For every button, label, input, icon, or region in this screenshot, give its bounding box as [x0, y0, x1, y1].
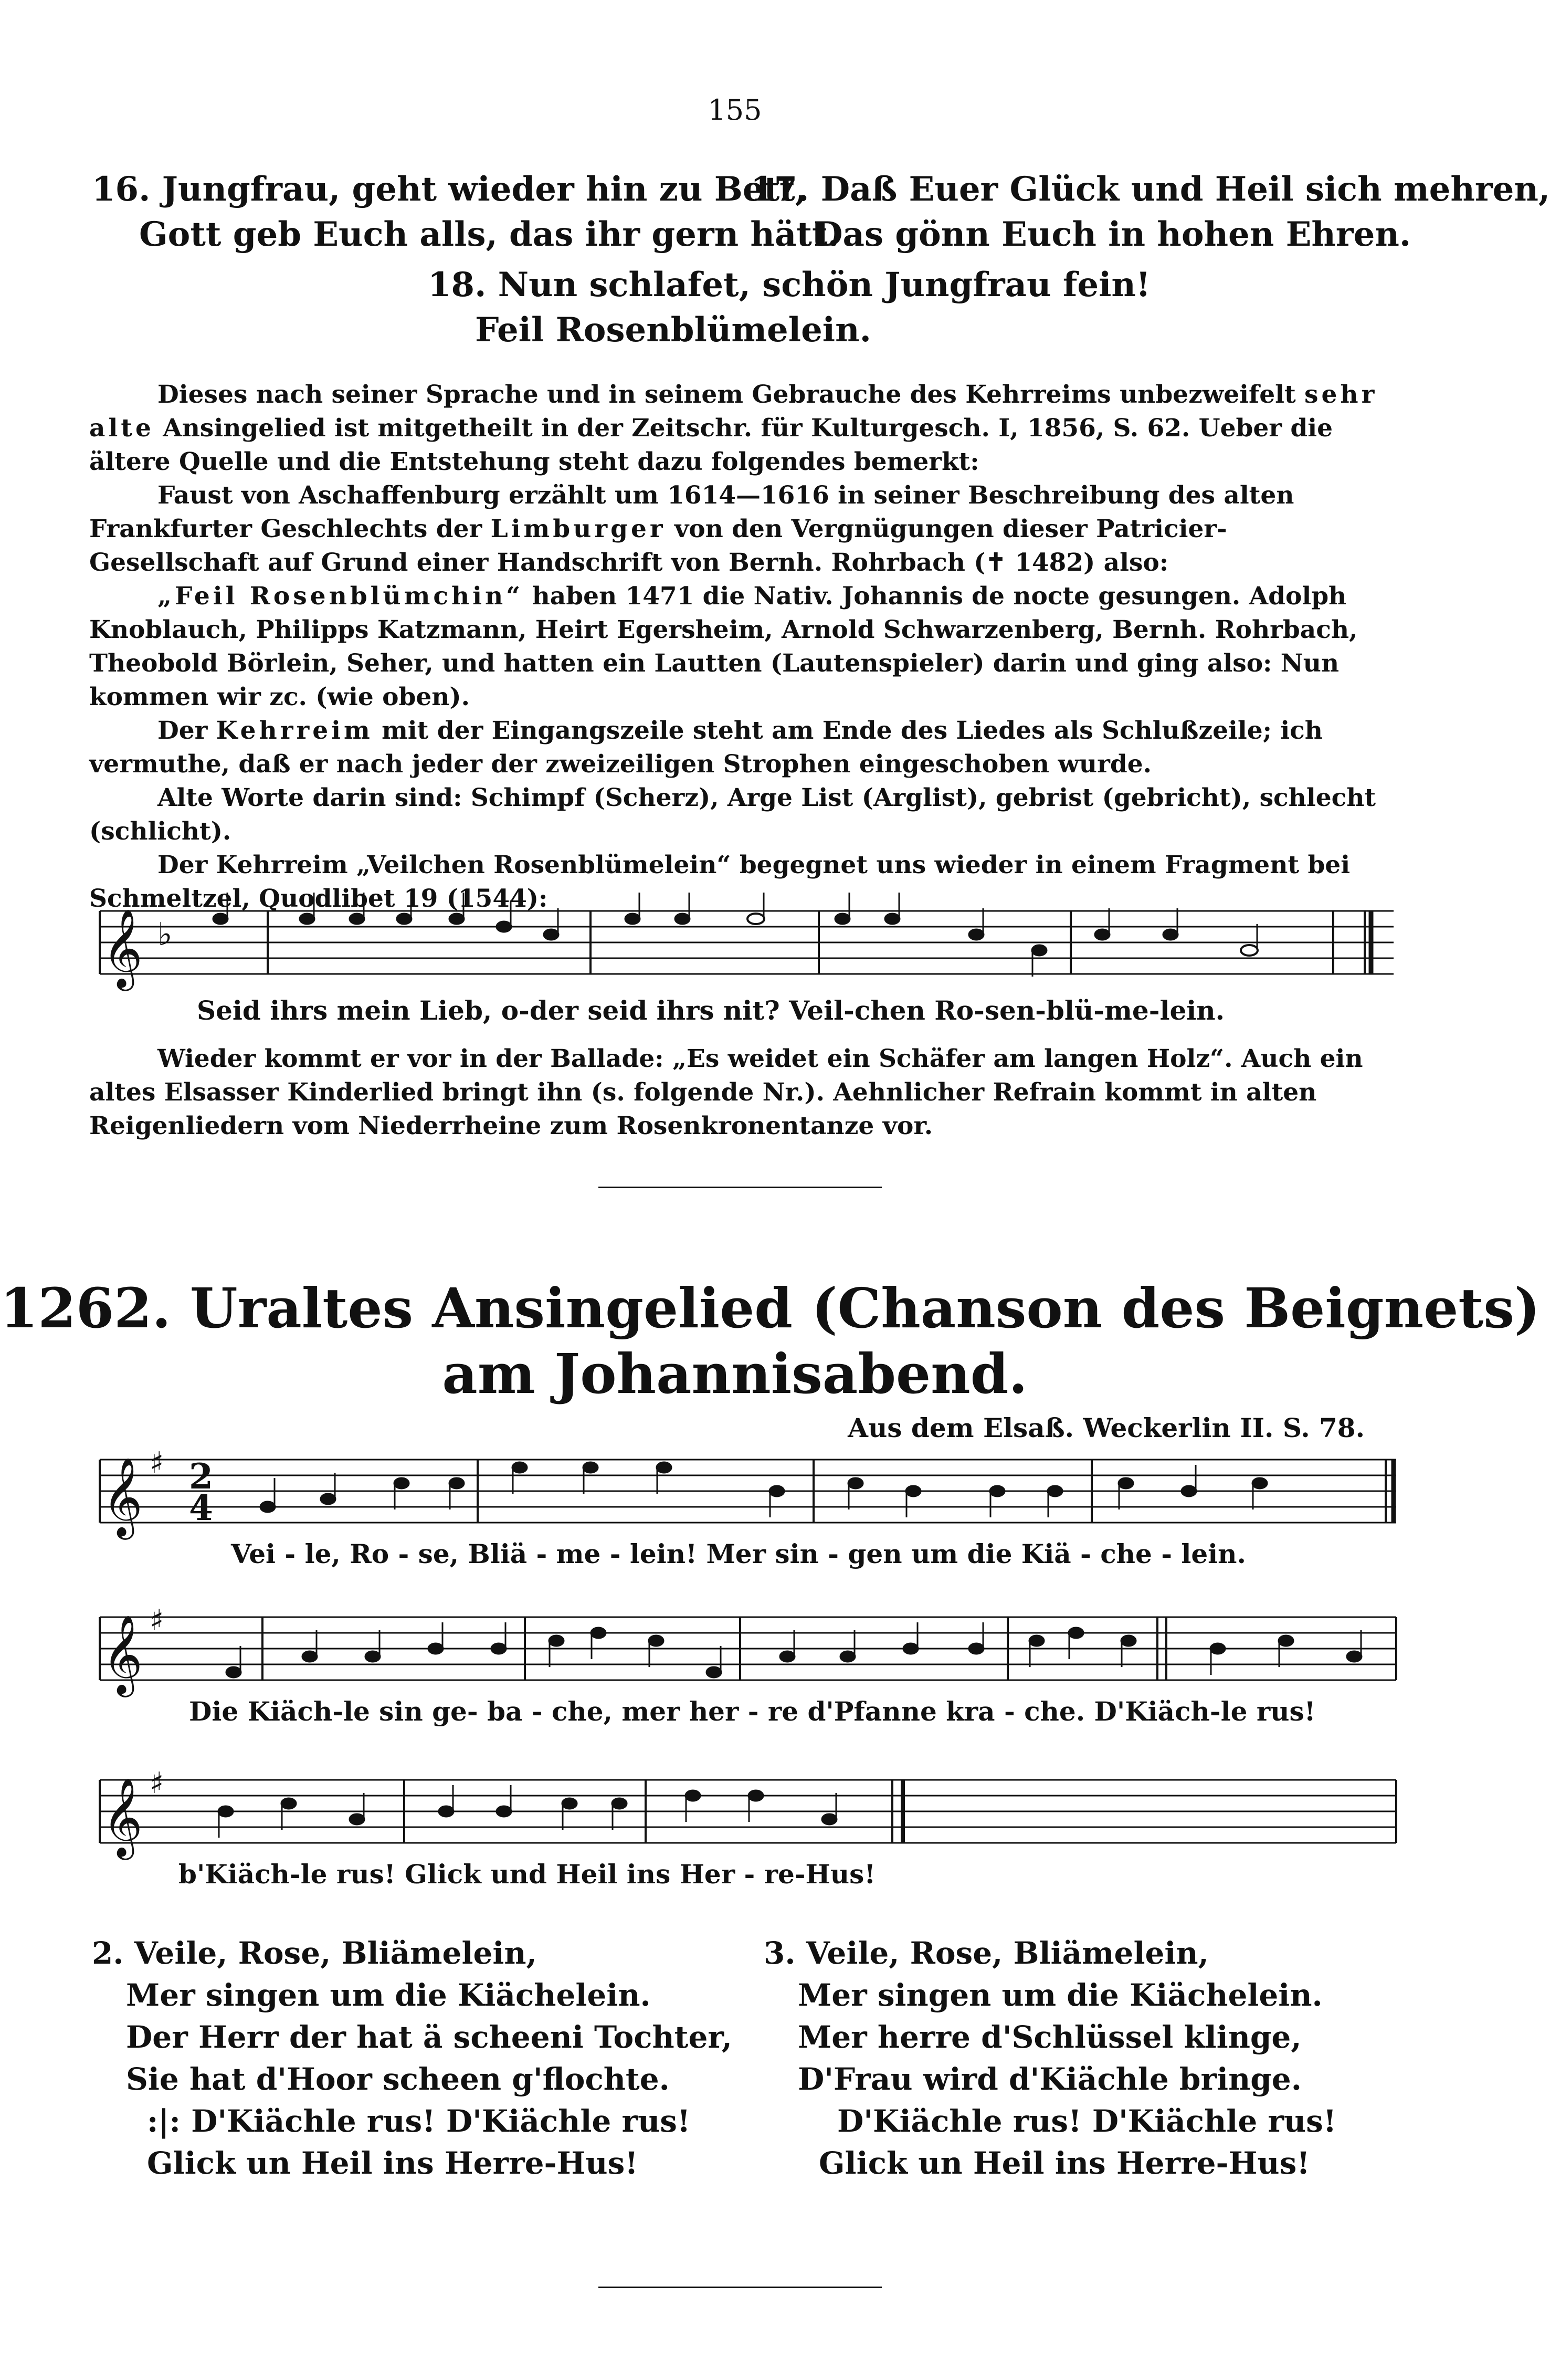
after-music-paragraph: Wieder kommt er vor in der Ballade: „Es weidet ein Schäfer am langen Holz“. Auch ein altes Elsasser Kinderlied bringt ihn (s. folgende Nr.). Aehnlicher Refrain kommt in alten Reigenliedern vom Niederrheine zum Rosenkronentanze vor.: [89, 1044, 1363, 1140]
notes: [226, 1622, 1362, 1677]
stanza-3: [764, 1932, 1336, 2184]
song-staff-2: [100, 1603, 1396, 1697]
sharp-sign-icon: ♯: [150, 1766, 164, 1800]
commentary-paragraph-2: Faust von Aschaffenburg erzählt um 1614—1616 in seiner Beschreibung des alten Frankfurter Geschlechts der Limburger von den Vergnügungen dieser Patricier-Gesellschaft auf Grund einer Handschrift von Bernh. Rohrbach (✝ 1482) also:: [89, 481, 1294, 577]
treble-clef-icon: 𝄞: [102, 1614, 143, 1694]
commentary-paragraph-4: Der Kehrreim mit der Eingangszeile steht am Ende des Liedes als Schlußzeile; ich vermuthe, daß er nach jeder der zweizeiligen Strophen eingeschoben wurde.: [89, 716, 1323, 779]
verse-16-line-1: 16. Jungfrau, geht wieder hin zu Bett,: [92, 170, 807, 209]
section-divider: [598, 1187, 882, 1188]
staff-lines: [100, 1780, 1396, 1843]
stanza-2-line-4: Sie hat d'Hoor scheen g'flochte.: [126, 2061, 670, 2097]
song-title-line-2: am Johannisabend.: [442, 1341, 1028, 1406]
commentary-paragraph-1: Dieses nach seiner Sprache und in seinem Gebrauche des Kehrreims unbezweifelt sehr alte Ansingelied ist mitgetheilt in der Zeitschr. für Kulturgesch. I, 1856, S. 62. Ueber die ältere Quelle und die Entstehung steht dazu folgendes bemerkt:: [89, 380, 1378, 476]
stanza-3-line-2: Mer singen um die Kiächelein.: [798, 1977, 1323, 2013]
verse-17-line-1: 17. Daß Euer Glück und Heil sich mehren,: [751, 170, 1550, 209]
verse-16-line-2: Gott geb Euch alls, das ihr gern hätt.: [139, 215, 839, 254]
stanza-2-line-6: Glick un Heil ins Herre-Hus!: [147, 2145, 638, 2181]
stanza-2-line-2: Mer singen um die Kiächelein.: [126, 1977, 651, 2013]
after-music-text: [89, 1042, 1380, 1143]
flat-sign-icon: ♭: [157, 916, 173, 953]
staff-lines: [100, 1460, 1396, 1523]
stanza-3-line-3: Mer herre d'Schlüssel klinge,: [798, 2019, 1302, 2055]
staff-lines: [100, 911, 1394, 974]
song-staff-1: [100, 1446, 1396, 1540]
time-signature-top: 2: [189, 1456, 213, 1497]
stanza-2: [92, 1932, 732, 2184]
commentary-paragraph-5: Alte Worte darin sind: Schimpf (Scherz), Arge List (Arglist), gebrist (gebricht), schlecht (schlicht).: [89, 783, 1376, 846]
sharp-sign-icon: ♯: [150, 1446, 164, 1480]
song-title-french: (Chanson des Beignets): [811, 1276, 1541, 1340]
song-lyrics-line-3: b'Kiäch-le rus! Glick und Heil ins Her - re-Hus!: [178, 1859, 876, 1890]
stanza-2-line-1: 2. Veile, Rose, Bliämelein,: [92, 1935, 537, 1971]
treble-clef-icon: 𝄞: [102, 1456, 143, 1536]
commentary-paragraph-6: Der Kehrreim „Veilchen Rosenblümelein“ begegnet uns wieder in einem Fragment bei Schmeltzel, Quodlibet 19 (1544):: [89, 851, 1351, 913]
stanza-2-line-3: Der Herr der hat ä scheeni Tochter,: [126, 2019, 732, 2055]
song-lyrics-line-2: Die Kiäch-le sin ge- ba - che, mer her - re d'Pfanne kra - che. D'Kiäch-le rus!: [189, 1696, 1316, 1727]
song-lyrics-line-1: Vei - le, Ro - se, Bliä - me - lein! Mer sin - gen um die Kiä - che - lein.: [231, 1538, 1246, 1569]
song-staff-3: [100, 1766, 1396, 1860]
notes: [260, 1462, 1267, 1517]
song-source: Aus dem Elsaß. Weckerlin II. S. 78.: [848, 1412, 1365, 1443]
staff-lines: [100, 1617, 1396, 1680]
end-divider: [598, 2287, 882, 2288]
song-number: 1262.: [0, 1276, 171, 1340]
stanza-3-line-1: 3. Veile, Rose, Bliämelein,: [764, 1935, 1209, 1971]
notes: [213, 893, 1258, 977]
music-example-lyric: Seid ihrs mein Lieb, o-der seid ihrs nit? Veil-chen Ro-sen-blü-me-lein.: [197, 995, 1225, 1026]
commentary-paragraph-3: „Feil Rosenblümchin“ haben 1471 die Nativ. Johannis de nocte gesungen. Adolph Knoblauch, Philipps Katzmann, Heirt Egersheim, Arnold Schwarzenberg, Bernh. Rohrbach, Theobold Börlein, Seher, und hatten ein Lautten (Lautenspieler) darin und ging also: Nun kommen wir zc. (wie oben).: [89, 582, 1358, 711]
sharp-sign-icon: ♯: [150, 1603, 164, 1638]
stanza-3-line-6: Glick un Heil ins Herre-Hus!: [819, 2145, 1310, 2181]
stanza-2-line-5: :|: D'Kiächle rus! D'Kiächle rus!: [147, 2103, 691, 2139]
song-title: [0, 1276, 1541, 1340]
staff-example: [100, 893, 1394, 991]
verse-17-line-2: Das gönn Euch in hohen Ehren.: [814, 215, 1411, 254]
treble-clef-icon: 𝄞: [102, 1777, 143, 1857]
stanza-3-line-5: D'Kiächle rus! D'Kiächle rus!: [837, 2103, 1337, 2139]
treble-clef-icon: 𝄞: [102, 908, 143, 988]
stanza-3-line-4: D'Frau wird d'Kiächle bringe.: [798, 2061, 1302, 2097]
time-signature-bottom: 4: [189, 1487, 213, 1528]
verse-18-line-1: 18. Nun schlafet, schön Jungfrau fein!: [428, 265, 1151, 305]
verse-18-line-2: Feil Rosenblümelein.: [475, 310, 871, 350]
page-number: 155: [708, 93, 762, 127]
song-title-main: Uraltes Ansingelied: [189, 1276, 793, 1340]
